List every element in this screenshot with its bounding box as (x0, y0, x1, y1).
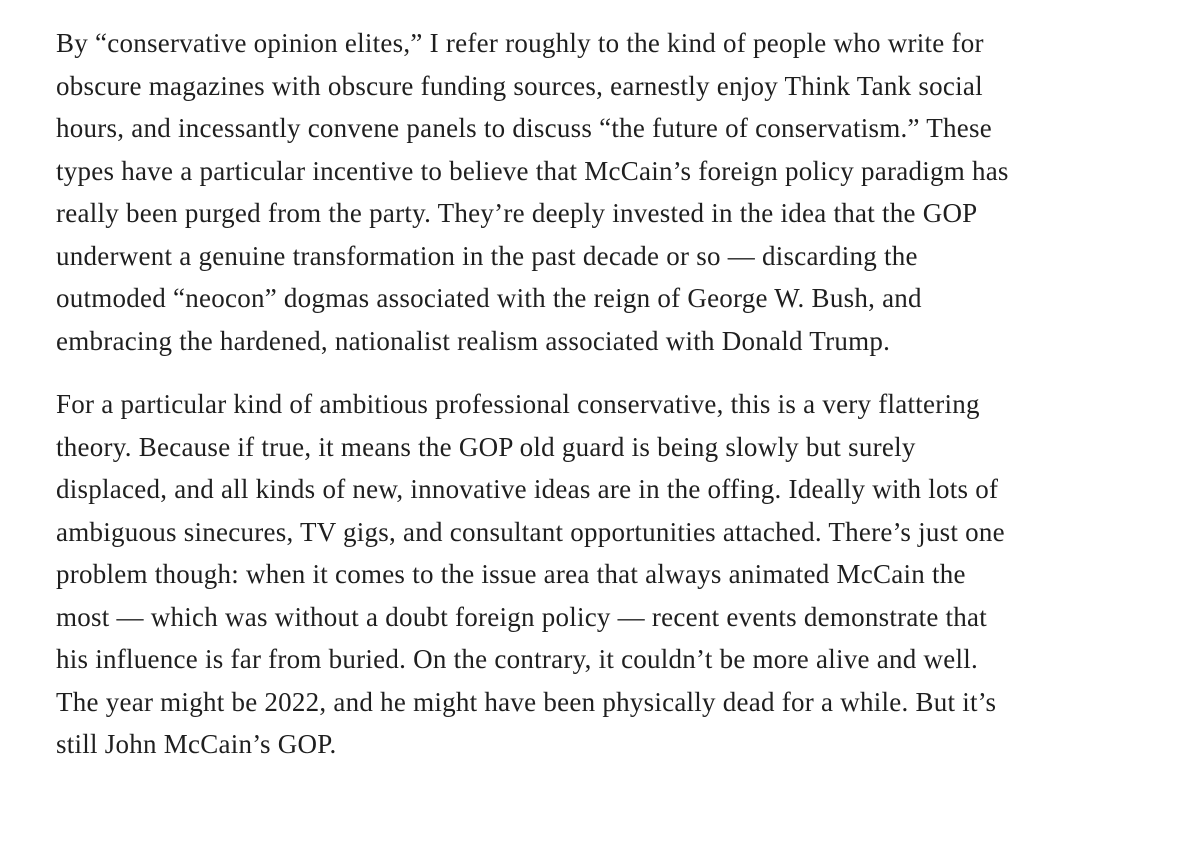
text-line: outmoded “neocon” dogmas associated with the reign of George W. Bush, and (56, 283, 922, 313)
text-line: The year might be 2022, and he might have been physically dead for a while. But it’s (56, 686, 997, 717)
text-line: still John McCain’s GOP. (56, 729, 337, 759)
text-line: his influence is far from buried. On the contrary, it couldn’t be more alive and well. (56, 644, 978, 674)
text-line: problem though: when it comes to the issue area that always animated McCain the (56, 559, 966, 589)
text-line: For a particular kind of ambitious professional conservative, this is a very flattering (56, 389, 980, 419)
text-line: types have a particular incentive to believe that McCain’s foreign policy paradigm has (56, 155, 1009, 186)
text-line: embracing the hardened, nationalist realism associated with Donald Trump. (56, 325, 891, 356)
text-line: ambiguous sinecures, TV gigs, and consultant opportunities attached. There’s just one (56, 516, 1005, 547)
text-line: most — which was without a doubt foreign policy — recent events demonstrate that (56, 601, 988, 632)
text-line: displaced, and all kinds of new, innovative ideas are in the offing. Ideally with lots of (56, 474, 999, 504)
text-line: theory. Because if true, it means the GOP old guard is being slowly but surely (56, 431, 916, 462)
text-line: really been purged from the party. They’re deeply invested in the idea that the GOP (56, 198, 978, 228)
paragraph-1 (56, 22, 1166, 362)
text-line: underwent a genuine transformation in the past decade or so — discarding the (56, 240, 918, 271)
text-line: hours, and incessantly convene panels to discuss “the future of conservatism.” These (56, 113, 992, 143)
text-line: By “conservative opinion elites,” I refer roughly to the kind of people who write for (56, 28, 984, 58)
paragraph-2 (56, 383, 1166, 766)
text-line: obscure magazines with obscure funding sources, earnestly enjoy Think Tank social (56, 70, 983, 101)
article-body (56, 22, 1166, 766)
